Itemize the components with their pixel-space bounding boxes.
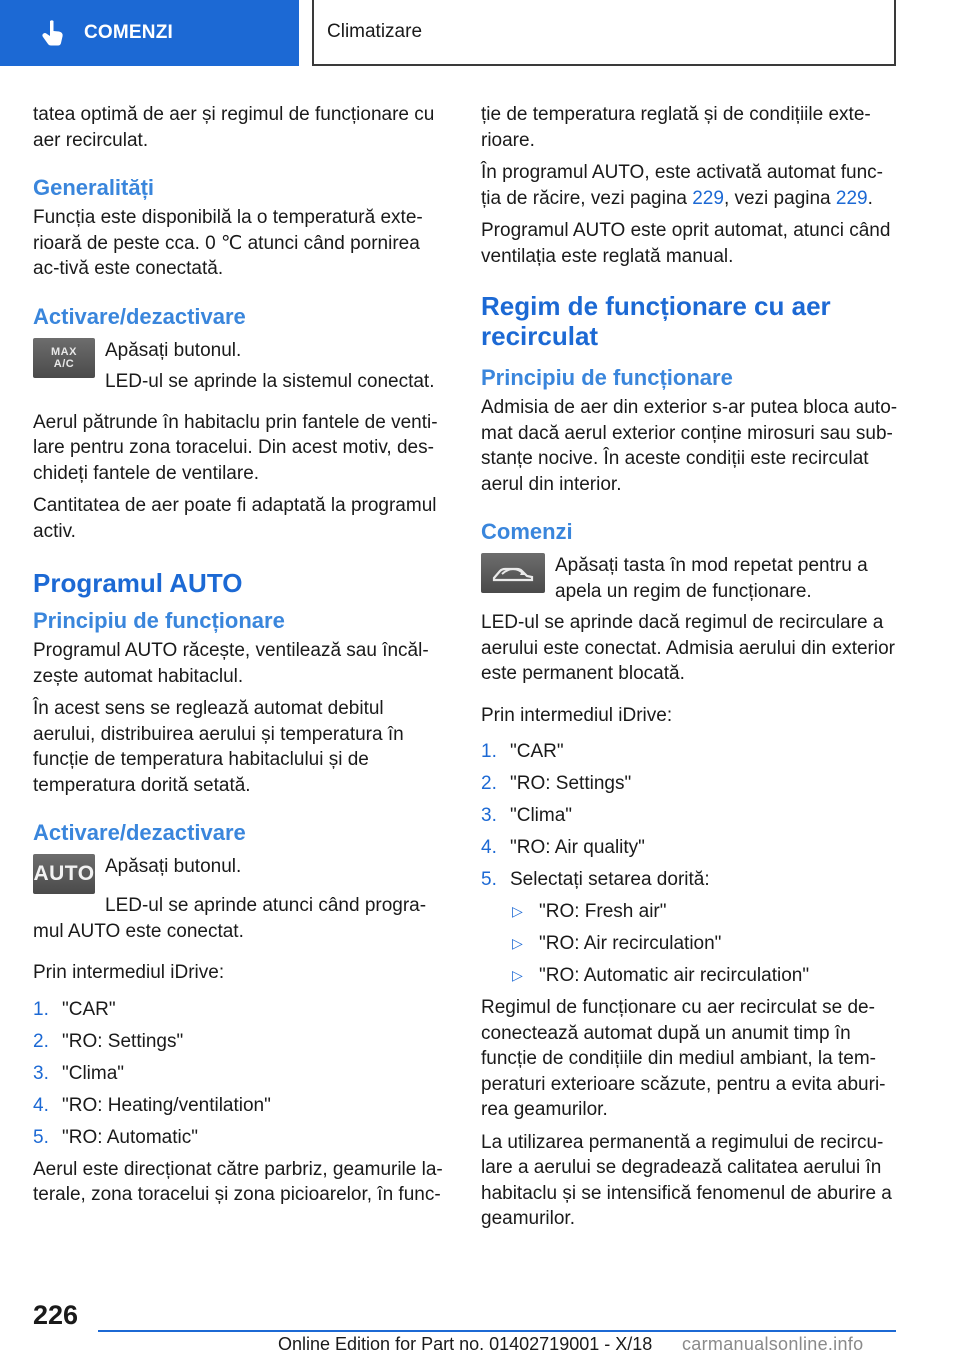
triangle-bullet-icon: ▷	[512, 967, 523, 983]
list-item: ▷ "RO: Automatic air recirculation"	[510, 963, 899, 989]
paragraph: Aerul este direcționat către parbriz, geamurile la-terale, zona toracelui și zona picioarelor, în func-	[33, 1158, 443, 1205]
instruction-text: Apăsați butonul.	[105, 856, 242, 877]
max-ac-button-instruction	[33, 338, 449, 395]
section-header-box	[312, 0, 896, 66]
triangle-bullet-icon: ▷	[512, 935, 523, 951]
list-item: 1. "CAR"	[481, 741, 564, 762]
page-header	[0, 0, 960, 66]
chapter-tab[interactable]	[0, 0, 299, 66]
right-column	[481, 102, 899, 1239]
paragraph: Admisia de aer din exterior s-ar putea bloca auto-mat dacă aerul exterior conține mirosuri sau sub-stanțe nocive. În aceste condiții este recirculat aerul din interior.	[481, 397, 898, 495]
left-column	[33, 102, 449, 1215]
heading-principiu: Principiu de funcționare	[481, 365, 733, 390]
paragraph: LED-ul se aprinde dacă regimul de recirculare a aerului este conectat. Admisia aerului din exterior este permanent blocată.	[481, 612, 896, 684]
paragraph: În acest sens se reglează automat debitul aerului, distribuirea aerului și temperatura în funcție de temperatura habitaclului și de temperatura dorită setată.	[33, 698, 404, 796]
instruction-text: LED-ul se aprinde atunci când progra-mul AUTO este conectat.	[33, 895, 427, 942]
setting-options-list	[481, 899, 899, 989]
list-item: 2. "RO: Settings"	[33, 1030, 184, 1052]
list-item: 3. "Clima"	[33, 1062, 125, 1084]
paragraph: Funcția este disponibilă la o temperatură exte-rioară de peste cca. 0 ℃ atunci când pornirea ac-tivă este conectată.	[33, 207, 423, 279]
list-item: 2. "RO: Settings"	[481, 773, 632, 794]
list-item: 3. "Clima"	[481, 805, 573, 826]
paragraph: ție de temperatura reglată și de condițiile exte-rioare.	[481, 104, 871, 151]
paragraph: În programul AUTO, este activată automat func-ția de răcire, vezi pagina 229, vezi pagina 229.	[481, 162, 884, 209]
footer-edition: Online Edition for Part no. 01402719001 - X/18	[278, 1334, 653, 1354]
hand-pointer-icon	[38, 18, 68, 48]
paragraph: Programul AUTO răcește, ventilează sau încăl-zește automat habitaclul.	[33, 640, 429, 687]
list-item: ▷ "RO: Fresh air"	[510, 899, 899, 925]
paragraph: tatea optimă de aer și regimul de funcționare cu aer recirculat.	[33, 104, 435, 151]
auto-button-icon: AUTO	[33, 854, 95, 894]
page-number: 226	[33, 1300, 79, 1330]
page-link[interactable]: 229	[692, 187, 724, 209]
triangle-bullet-icon: ▷	[512, 903, 523, 919]
instruction-text: LED-ul se aprinde la sistemul conectat.	[105, 371, 435, 392]
instruction-text: Apăsați tasta în mod repetat pentru a apela un regim de funcționare.	[555, 555, 868, 602]
heading-regim-recirculat: Regim de funcționare cu aer recirculat	[481, 291, 831, 351]
heading-principiu: Principiu de funcționare	[33, 608, 285, 633]
idrive-steps-list	[33, 997, 449, 1151]
instruction-text: Apăsați butonul.	[105, 339, 242, 361]
paragraph: Aerul pătrunde în habitaclu prin fantele de venti-lare pentru zona toracelui. Din acest motiv, des-chideți fantele de ventilare.	[33, 411, 438, 484]
heading-activare-dezactivare: Activare/dezactivare	[33, 820, 246, 845]
paragraph: La utilizarea permanentă a regimului de recircu-lare a aerului se degradează calitatea aerului în habitaclu și se intensifică fenomenul de aburire a geamurilor.	[481, 1131, 892, 1229]
footer-watermark: carmanualsonline.info	[682, 1334, 864, 1354]
air-recirculation-icon	[481, 553, 545, 593]
list-item: 5. Selectați setarea dorită:	[481, 869, 710, 890]
recirculation-button-instruction	[481, 553, 899, 604]
page-link[interactable]: 229	[835, 187, 868, 209]
paragraph: Programul AUTO este oprit automat, atunci când ventilația este reglată manual.	[481, 220, 891, 267]
heading-generalitati: Generalități	[33, 175, 155, 200]
auto-button-instruction	[33, 854, 449, 894]
list-item: 4. "RO: Heating/ventilation"	[33, 1094, 271, 1116]
heading-activare-dezactivare: Activare/dezactivare	[33, 303, 246, 329]
list-item: 4. "RO: Air quality"	[481, 837, 645, 858]
list-item: 1. "CAR"	[33, 998, 116, 1020]
list-item: ▷ "RO: Air recirculation"	[510, 931, 899, 957]
idrive-steps-list	[481, 739, 899, 893]
paragraph: Regimul de funcționare cu aer recirculat se de-conectează automat după un anumit timp în funcție de condițiile din mediul ambiant, la tem-peraturi exterioare scăzute, pentru a evita aburi-rea geamurilor.	[481, 997, 886, 1120]
paragraph: Prin intermediul iDrive:	[481, 704, 673, 726]
footer-divider	[98, 1330, 896, 1332]
list-item: 5. "RO: Automatic"	[33, 1126, 198, 1148]
heading-comenzi: Comenzi	[481, 519, 573, 544]
chapter-tab-label: COMENZI	[84, 22, 174, 43]
max-ac-button-icon: MAX A/C	[33, 338, 95, 378]
heading-programul-auto: Programul AUTO	[33, 568, 243, 598]
paragraph: Prin intermediul iDrive:	[33, 962, 225, 983]
paragraph: Cantitatea de aer poate fi adaptată la programul activ.	[33, 495, 437, 542]
section-title: Climatizare	[327, 21, 423, 42]
